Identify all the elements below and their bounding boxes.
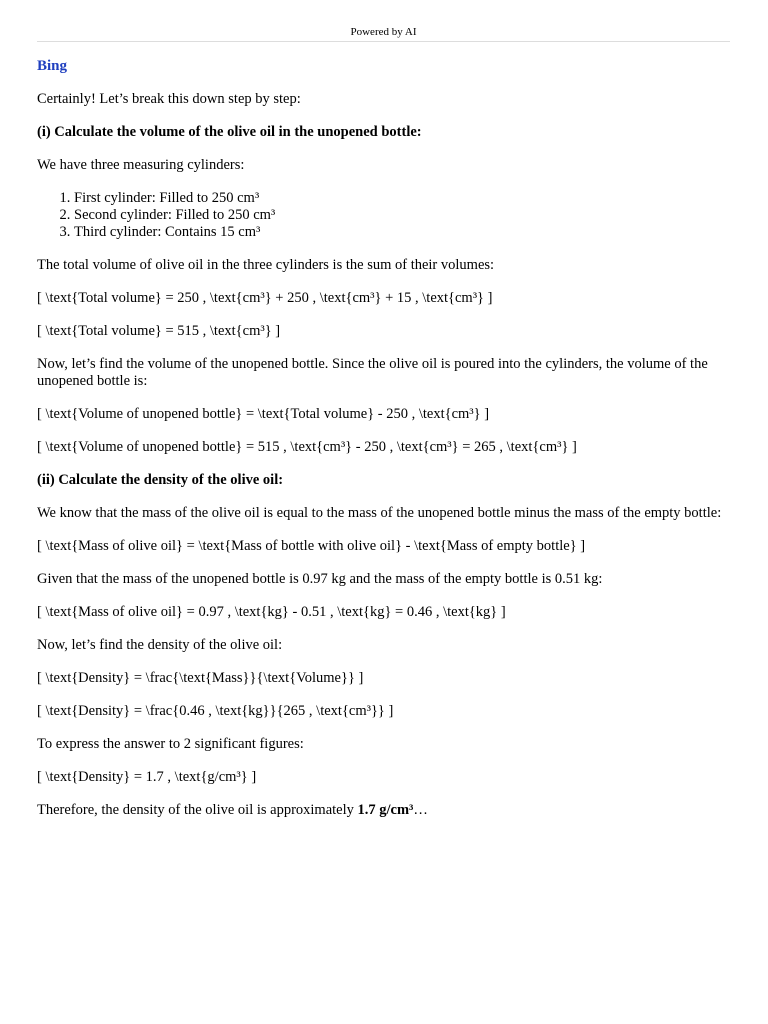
equation-density-1: [ \text{Density} = \frac{\text{Mass}}{\text{Volume}} ] (37, 670, 364, 686)
part2-heading: (ii) Calculate the density of the olive oil: (37, 472, 284, 488)
density-intro: Now, let’s find the density of the olive oil: (37, 637, 283, 653)
given-text: Given that the mass of the unopened bottle is 0.97 kg and the mass of the empty bottle is 0.51 kg: (37, 571, 603, 587)
equation-density-3: [ \text{Density} = 1.7 , \text{g/cm³} ] (37, 769, 257, 785)
powered-by-header: Powered by AI (37, 26, 730, 42)
equation-mass-1: [ \text{Mass of olive oil} = \text{Mass of bottle with olive oil} - \text{Mass of empty bottle} ] (37, 538, 586, 554)
part1-heading: (i) Calculate the volume of the olive oil in the unopened bottle: (37, 124, 422, 140)
conclusion (37, 802, 730, 819)
cylinder-list (37, 190, 730, 241)
conclusion-value: 1.7 g/cm³ (357, 802, 414, 818)
equation-density-2: [ \text{Density} = \frac{0.46 , \text{kg}}{265 , \text{cm³}} ] (37, 703, 394, 719)
conclusion-suffix: … (413, 802, 428, 818)
mass-intro: We know that the mass of the olive oil is equal to the mass of the unopened bottle minus the mass of the empty bottle: (37, 505, 722, 521)
total-intro: The total volume of olive oil in the three cylinders is the sum of their volumes: (37, 257, 495, 273)
bottle-intro: Now, let’s find the volume of the unopened bottle. Since the olive oil is poured into the cylinders, the volume of the unopened bottle is: (37, 356, 708, 389)
list-item: 2. Second cylinder: Filled to 250 cm³ (74, 207, 730, 224)
equation-bottle-2: [ \text{Volume of unopened bottle} = 515 , \text{cm³} - 250 , \text{cm³} = 265 , \text{cm³} ] (37, 439, 577, 455)
equation-total-2: [ \text{Total volume} = 515 , \text{cm³} ] (37, 323, 281, 339)
cylinders-intro: We have three measuring cylinders: (37, 157, 245, 173)
list-item: 1. First cylinder: Filled to 250 cm³ (74, 190, 730, 207)
equation-bottle-1: [ \text{Volume of unopened bottle} = \text{Total volume} - 250 , \text{cm³} ] (37, 406, 490, 422)
conclusion-prefix: Therefore, the density of the olive oil is approximately (37, 802, 358, 818)
response-body (37, 58, 730, 835)
sigfig-intro: To express the answer to 2 significant figures: (37, 736, 304, 752)
equation-mass-2: [ \text{Mass of olive oil} = 0.97 , \text{kg} - 0.51 , \text{kg} = 0.46 , \text{kg} ] (37, 604, 506, 620)
intro-text: Certainly! Let’s break this down step by step: (37, 91, 301, 107)
equation-total-1: [ \text{Total volume} = 250 , \text{cm³} + 250 , \text{cm³} + 15 , \text{cm³} ] (37, 290, 493, 306)
list-item: 3. Third cylinder: Contains 15 cm³ (74, 224, 730, 241)
source-label: Bing (37, 58, 68, 74)
